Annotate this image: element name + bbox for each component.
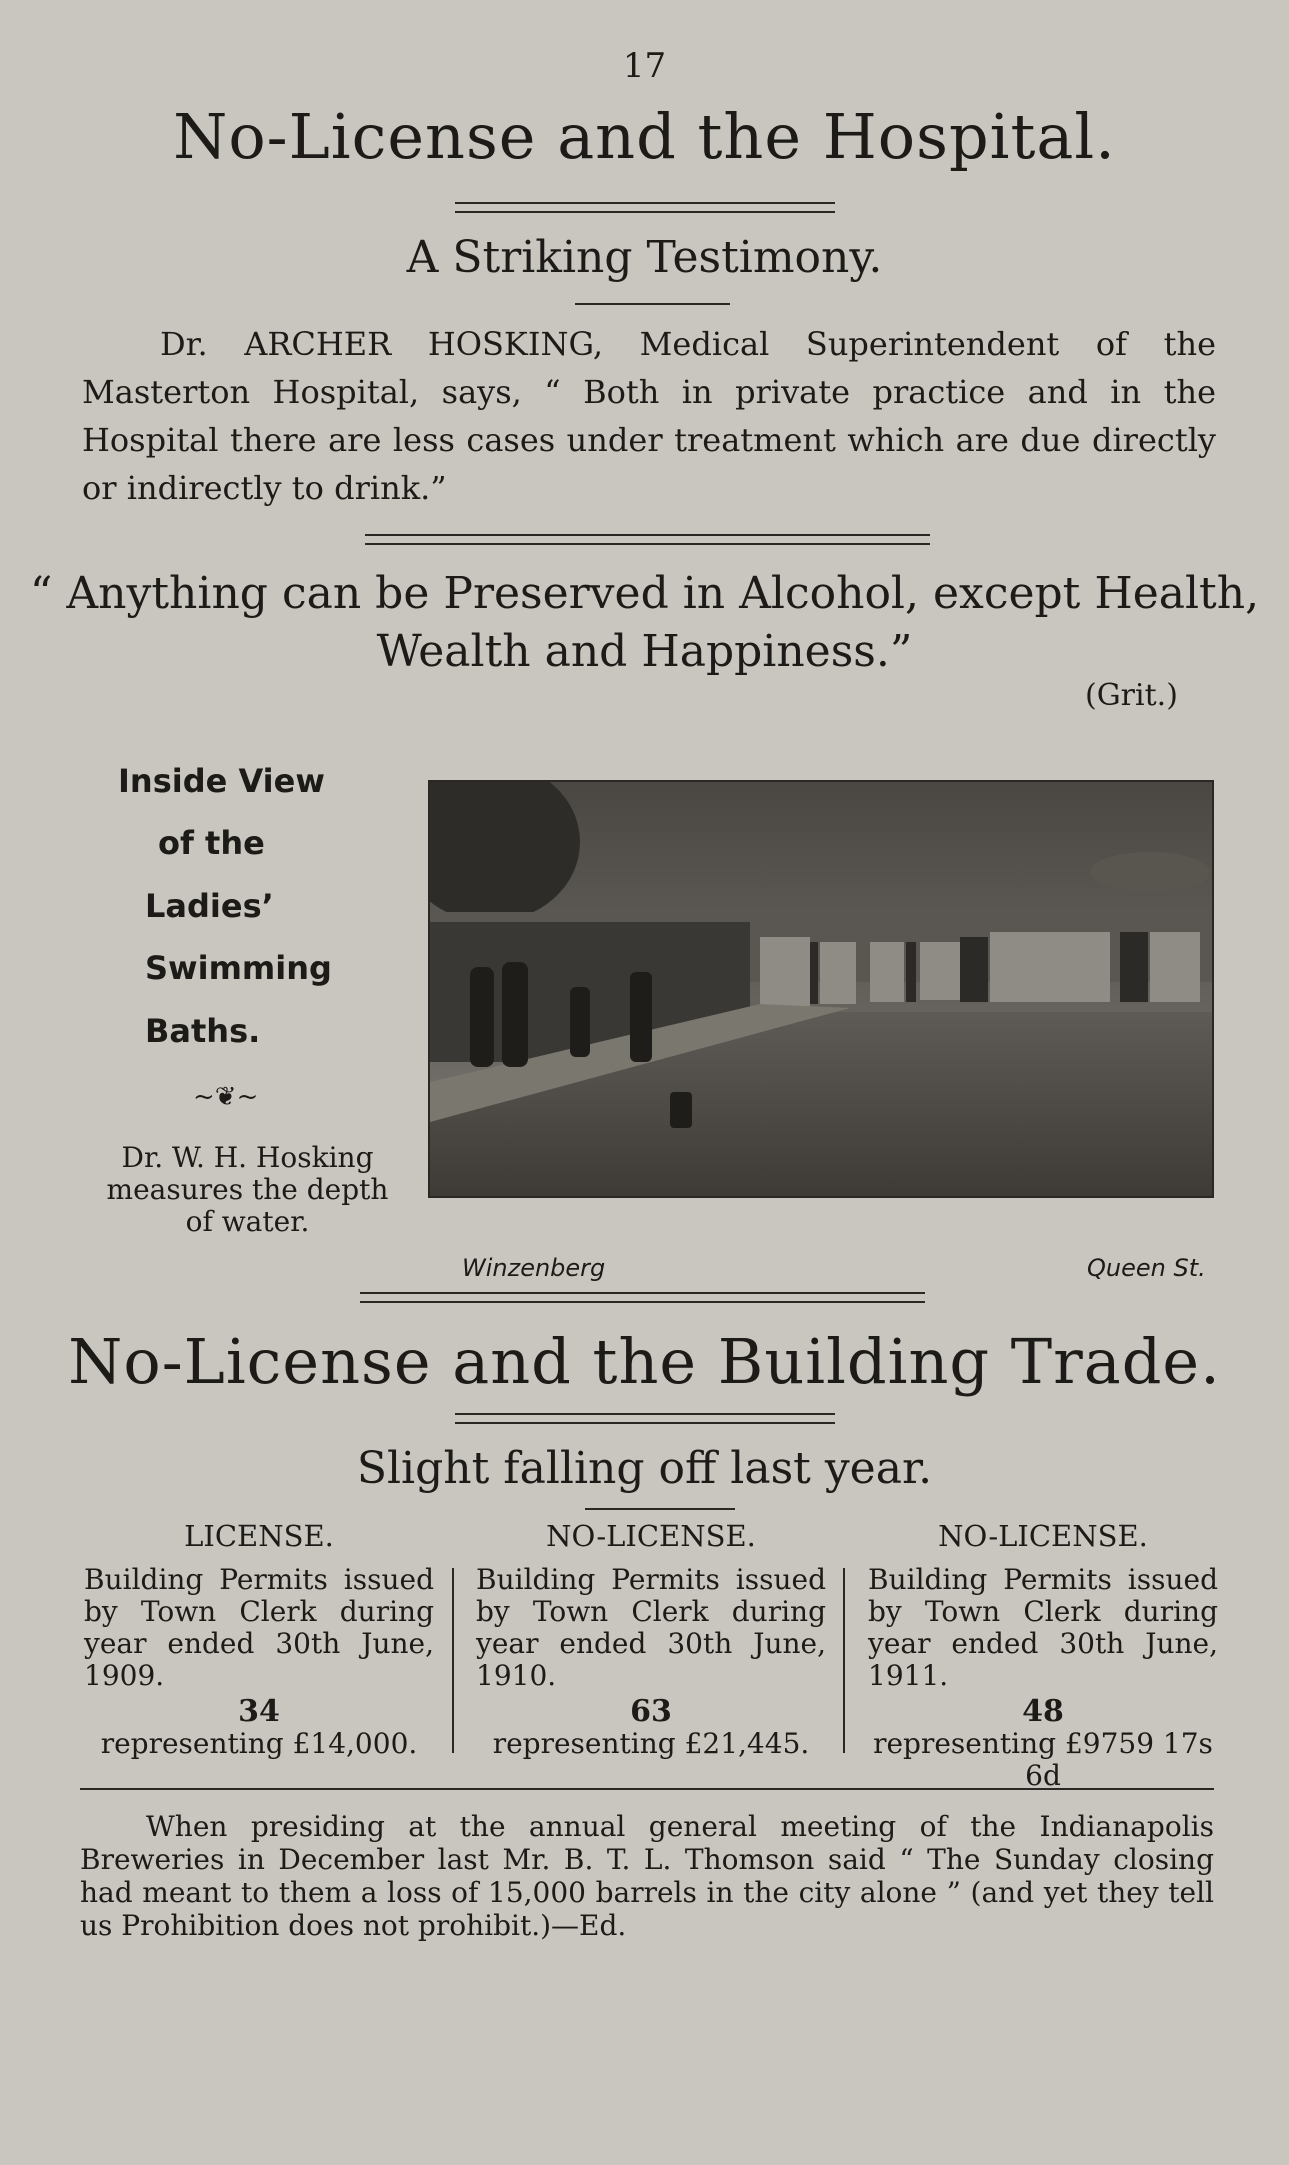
- swimming-baths-photo: [428, 780, 1214, 1198]
- double-rule: [455, 1413, 835, 1424]
- double-rule: [365, 534, 930, 545]
- permit-value: representing £9759 17s 6d: [873, 1727, 1213, 1792]
- column-heading: NO-LICENSE.: [546, 1519, 756, 1553]
- testimony-paragraph: Dr. ARCHER HOSKING, Medical Superintendent of the Masterton Hospital, says, “ Both in private practice and in the Hospital there are less cases under treatment which are due directly or indirectly to drink.”: [82, 325, 1216, 507]
- stats-column-1910: [476, 1520, 826, 1760]
- section-subtitle-testimony: A Striking Testimony.: [406, 232, 883, 283]
- stats-column-1909: [84, 1520, 434, 1760]
- column-body: Building Permits issued by Town Clerk during year ended 30th June, 1909.: [84, 1563, 434, 1692]
- caption-line: of water.: [185, 1205, 310, 1238]
- quote-line-1: “ Anything can be Preserved in Alcohol, except Health,: [29, 568, 1260, 619]
- section-title-building: No-License and the Building Trade.: [68, 1325, 1221, 1398]
- quote-attribution: (Grit.): [1085, 678, 1178, 713]
- page-number: 17: [622, 46, 667, 86]
- permit-value: representing £21,445.: [492, 1727, 810, 1760]
- footnote-paragraph: When presiding at the annual general meeting of the Indianapolis Breweries in December last Mr. B. T. L. Thomson said “ The Sunday closing had meant to them a loss of 15,000 barrels in the city alone ” (and yet they tell us Prohibition does not prohibit.)—Ed.: [80, 1810, 1214, 1942]
- column-divider: [843, 1568, 845, 1753]
- column-heading: NO-LICENSE.: [938, 1519, 1148, 1553]
- sidebar-line: Baths.: [145, 1012, 261, 1050]
- column-body: Building Permits issued by Town Clerk during year ended 30th June, 1910.: [476, 1563, 826, 1692]
- photo-illustration: [430, 782, 1212, 1196]
- double-rule: [360, 1292, 925, 1303]
- permit-count: 34: [238, 1694, 280, 1729]
- quote-line-2: Wealth and Happiness.”: [376, 626, 913, 677]
- photo-credit-right: Queen St.: [1087, 1254, 1206, 1282]
- column-heading: LICENSE.: [184, 1519, 334, 1553]
- photo-credit-left: Winzenberg: [462, 1254, 606, 1282]
- permit-count: 63: [630, 1694, 672, 1729]
- short-rule: [585, 1508, 735, 1510]
- double-rule: [455, 202, 835, 213]
- photo-caption: [80, 1142, 415, 1238]
- sidebar-line: Swimming: [145, 949, 332, 987]
- column-body: Building Permits issued by Town Clerk during year ended 30th June, 1911.: [868, 1563, 1218, 1692]
- column-divider: [452, 1568, 454, 1753]
- sidebar-line: Inside View: [118, 762, 325, 800]
- permit-count: 48: [1022, 1694, 1064, 1729]
- section-subtitle-building: Slight falling off last year.: [356, 1443, 933, 1494]
- footnote-rule: [80, 1788, 1214, 1790]
- caption-line: Dr. W. H. Hosking: [121, 1141, 374, 1174]
- sidebar-line: of the: [158, 824, 265, 862]
- stats-column-1911: [868, 1520, 1218, 1792]
- ornament-divider: ~❦~: [193, 1082, 259, 1112]
- short-rule: [575, 303, 730, 305]
- sidebar-line: Ladies’: [145, 887, 274, 925]
- caption-line: measures the depth: [106, 1173, 389, 1206]
- permit-value: representing £14,000.: [100, 1727, 418, 1760]
- section-title-hospital: No-License and the Hospital.: [173, 100, 1116, 173]
